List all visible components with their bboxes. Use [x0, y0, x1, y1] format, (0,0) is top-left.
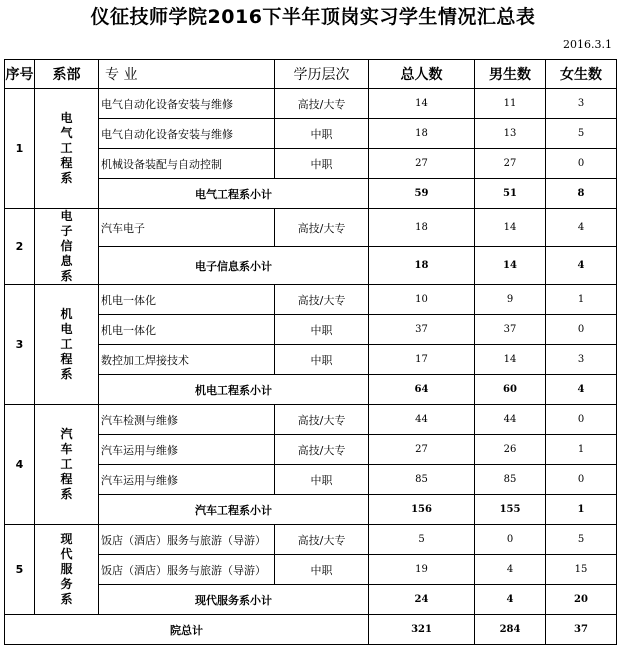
subtotal-female: 4 — [546, 247, 617, 285]
major-cell: 汽车检测与维修 — [99, 405, 275, 435]
female-cell: 1 — [546, 285, 617, 315]
summary-table — [4, 59, 617, 645]
female-cell: 0 — [546, 315, 617, 345]
level-cell: 高技/大专 — [275, 525, 369, 555]
level-cell: 高技/大专 — [275, 405, 369, 435]
subtotal-male: 4 — [475, 585, 546, 615]
female-cell: 0 — [546, 465, 617, 495]
seq-cell: 3 — [5, 285, 35, 405]
dept-cell — [35, 525, 99, 615]
dept-name: 电 子 信 息 系 — [60, 209, 73, 283]
subtotal-label: 现代服务系小计 — [99, 585, 369, 615]
level-cell: 高技/大专 — [275, 209, 369, 247]
dept-cell — [35, 405, 99, 525]
major-cell: 电气自动化设备安装与维修 — [99, 119, 275, 149]
header-female: 女生数 — [546, 60, 617, 89]
grand-total-label: 院总计 — [5, 615, 369, 645]
seq-cell: 4 — [5, 405, 35, 525]
total-cell: 14 — [369, 89, 475, 119]
male-cell: 0 — [475, 525, 546, 555]
header-seq: 序号 — [5, 60, 35, 89]
female-cell: 15 — [546, 555, 617, 585]
male-cell: 11 — [475, 89, 546, 119]
dept-cell — [35, 89, 99, 209]
total-cell: 44 — [369, 405, 475, 435]
subtotal-female: 20 — [546, 585, 617, 615]
major-cell: 机电一体化 — [99, 315, 275, 345]
level-cell: 高技/大专 — [275, 285, 369, 315]
major-cell: 汽车电子 — [99, 209, 275, 247]
document-title: 仪征技师学院2016下半年顶岗实习学生情况汇总表 — [90, 6, 536, 28]
female-cell: 3 — [546, 89, 617, 119]
subtotal-total: 59 — [369, 179, 475, 209]
major-cell: 饭店（酒店）服务与旅游（导游） — [99, 555, 275, 585]
subtotal-female: 1 — [546, 495, 617, 525]
table-row — [5, 89, 617, 119]
dept-name: 电 气 工 程 系 — [60, 111, 73, 185]
total-cell: 17 — [369, 345, 475, 375]
male-cell: 44 — [475, 405, 546, 435]
major-cell: 饭店（酒店）服务与旅游（导游） — [99, 525, 275, 555]
subtotal-female: 4 — [546, 375, 617, 405]
subtotal-female: 8 — [546, 179, 617, 209]
male-cell: 9 — [475, 285, 546, 315]
seq-cell: 5 — [5, 525, 35, 615]
dept-name: 汽 车 工 程 系 — [60, 427, 73, 501]
level-cell: 中职 — [275, 119, 369, 149]
male-cell: 26 — [475, 435, 546, 465]
header-total: 总人数 — [369, 60, 475, 89]
female-cell: 5 — [546, 119, 617, 149]
male-cell: 13 — [475, 119, 546, 149]
subtotal-total: 18 — [369, 247, 475, 285]
total-cell: 37 — [369, 315, 475, 345]
subtotal-total: 24 — [369, 585, 475, 615]
major-cell: 汽车运用与维修 — [99, 465, 275, 495]
grand-total-row — [5, 615, 617, 645]
female-cell: 0 — [546, 149, 617, 179]
header-male: 男生数 — [475, 60, 546, 89]
total-cell: 27 — [369, 435, 475, 465]
subtotal-male: 155 — [475, 495, 546, 525]
total-cell: 27 — [369, 149, 475, 179]
subtotal-label: 电子信息系小计 — [99, 247, 369, 285]
level-cell: 中职 — [275, 555, 369, 585]
major-cell: 电气自动化设备安装与维修 — [99, 89, 275, 119]
female-cell: 5 — [546, 525, 617, 555]
male-cell: 4 — [475, 555, 546, 585]
subtotal-male: 60 — [475, 375, 546, 405]
grand-total-female: 37 — [546, 615, 617, 645]
female-cell: 3 — [546, 345, 617, 375]
major-cell: 汽车运用与维修 — [99, 435, 275, 465]
table-row — [5, 209, 617, 247]
level-cell: 中职 — [275, 345, 369, 375]
male-cell: 27 — [475, 149, 546, 179]
table-row — [5, 405, 617, 435]
grand-total-total: 321 — [369, 615, 475, 645]
female-cell: 4 — [546, 209, 617, 247]
header-level: 学历层次 — [275, 60, 369, 89]
seq-cell: 1 — [5, 89, 35, 209]
header-dept: 系部 — [35, 60, 99, 89]
level-cell: 高技/大专 — [275, 435, 369, 465]
male-cell: 14 — [475, 345, 546, 375]
dept-name: 现 代 服 务 系 — [60, 532, 73, 606]
total-cell: 18 — [369, 119, 475, 149]
female-cell: 0 — [546, 405, 617, 435]
male-cell: 85 — [475, 465, 546, 495]
table-row — [5, 285, 617, 315]
subtotal-total: 64 — [369, 375, 475, 405]
level-cell: 中职 — [275, 465, 369, 495]
subtotal-male: 14 — [475, 247, 546, 285]
total-cell: 18 — [369, 209, 475, 247]
female-cell: 1 — [546, 435, 617, 465]
major-cell: 机电一体化 — [99, 285, 275, 315]
total-cell: 85 — [369, 465, 475, 495]
header-major: 专 业 — [99, 60, 275, 89]
grand-total-male: 284 — [475, 615, 546, 645]
subtotal-male: 51 — [475, 179, 546, 209]
header-row — [5, 60, 617, 89]
table-row — [5, 525, 617, 555]
document-date: 2016.3.1 — [563, 38, 612, 51]
total-cell: 5 — [369, 525, 475, 555]
dept-name: 机 电 工 程 系 — [60, 307, 73, 381]
total-cell: 10 — [369, 285, 475, 315]
level-cell: 中职 — [275, 315, 369, 345]
subtotal-label: 汽车工程系小计 — [99, 495, 369, 525]
major-cell: 机械设备装配与自动控制 — [99, 149, 275, 179]
total-cell: 19 — [369, 555, 475, 585]
male-cell: 37 — [475, 315, 546, 345]
level-cell: 中职 — [275, 149, 369, 179]
dept-cell — [35, 285, 99, 405]
subtotal-total: 156 — [369, 495, 475, 525]
table-body — [5, 89, 617, 645]
male-cell: 14 — [475, 209, 546, 247]
subtotal-label: 机电工程系小计 — [99, 375, 369, 405]
level-cell: 高技/大专 — [275, 89, 369, 119]
seq-cell: 2 — [5, 209, 35, 285]
major-cell: 数控加工焊接技术 — [99, 345, 275, 375]
subtotal-label: 电气工程系小计 — [99, 179, 369, 209]
dept-cell — [35, 209, 99, 285]
